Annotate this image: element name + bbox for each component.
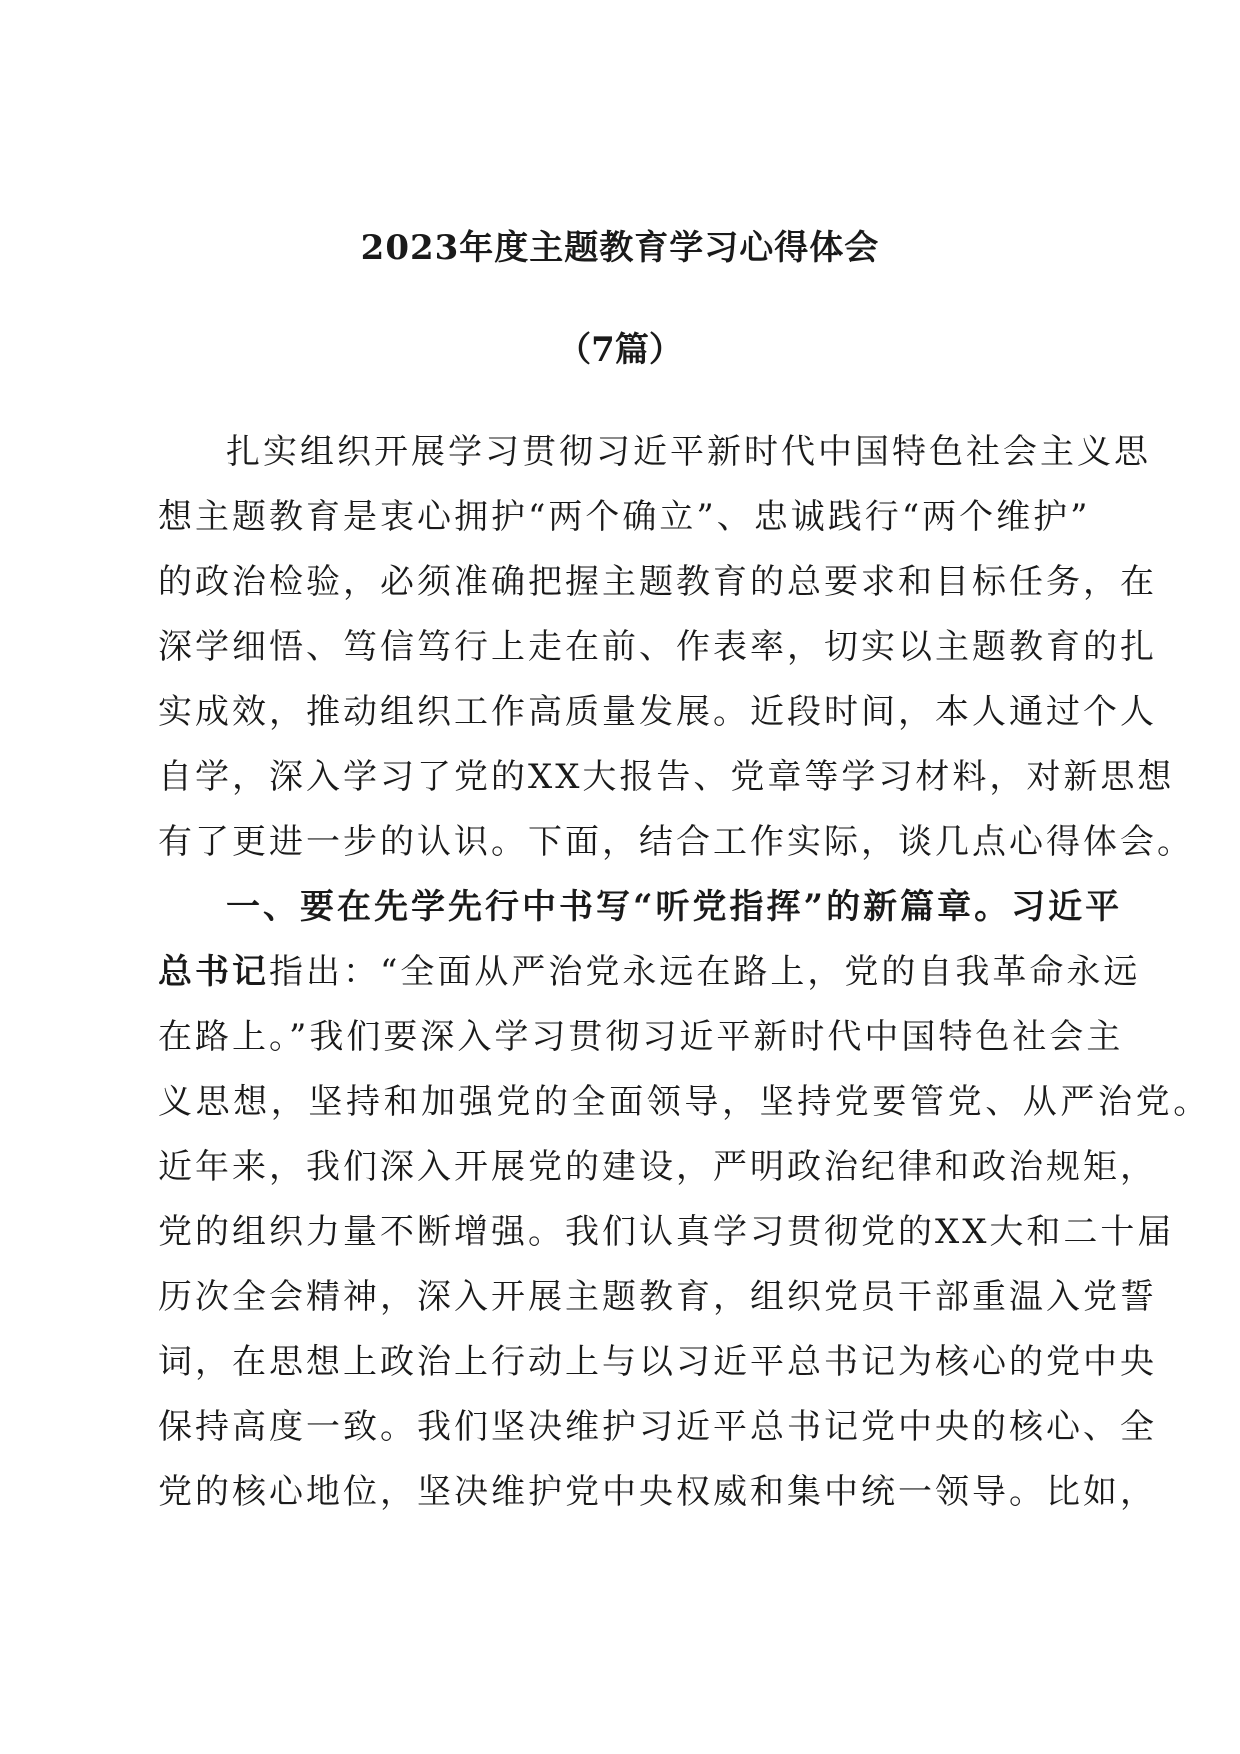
paragraph-line: 词，在思想上政治上行动上与以习近平总书记为核心的党中央 bbox=[158, 1342, 1157, 1382]
section-heading-tail: 总书记 bbox=[158, 952, 269, 992]
paragraph-line: 保持高度一致。我们坚决维护习近平总书记党中央的核心、全 bbox=[158, 1407, 1157, 1447]
section-heading-line: 一、要在先学先行中书写“听党指挥”的新篇章。习近平 bbox=[226, 887, 1123, 927]
paragraph-line: 深学细悟、笃信笃行上走在前、作表率，切实以主题教育的扎 bbox=[158, 627, 1157, 667]
paragraph-line: 扎实组织开展学习贯彻习近平新时代中国特色社会主义思 bbox=[226, 432, 1151, 472]
paragraph-line: 有了更进一步的认识。下面，结合工作实际，谈几点心得体会。 bbox=[158, 822, 1194, 862]
paragraph-line: 党的核心地位，坚决维护党中央权威和集中统一领导。比如， bbox=[158, 1472, 1157, 1512]
paragraph-line: 近年来，我们深入开展党的建设，严明政治纪律和政治规矩， bbox=[158, 1147, 1157, 1187]
paragraph-line: 党的组织力量不断增强。我们认真学习贯彻党的XX大和二十届 bbox=[158, 1212, 1175, 1252]
document-body bbox=[158, 420, 1211, 1525]
document-title: 2023年度主题教育学习心得体会 bbox=[360, 228, 880, 268]
quote-text: 指出：“全面从严治党永远在路上，党的自我革命永远 bbox=[269, 952, 1141, 992]
paragraph-line: 在路上。”我们要深入学习贯彻习近平新时代中国特色社会主 bbox=[158, 1017, 1124, 1057]
document-subtitle: （7篇） bbox=[557, 330, 683, 370]
paragraph-line: 义思想，坚持和加强党的全面领导，坚持党要管党、从严治党。 bbox=[158, 1082, 1211, 1122]
paragraph-line: 的政治检验，必须准确把握主题教育的总要求和目标任务，在 bbox=[158, 562, 1157, 602]
paragraph-line bbox=[158, 940, 1141, 1005]
paragraph-line: 历次全会精神，深入开展主题教育，组织党员干部重温入党誓 bbox=[158, 1277, 1157, 1317]
paragraph-line: 实成效，推动组织工作高质量发展。近段时间，本人通过个人 bbox=[158, 692, 1157, 732]
paragraph-line: 自学，深入学习了党的XX大报告、党章等学习材料，对新思想 bbox=[158, 757, 1175, 797]
paragraph-line: 想主题教育是衷心拥护“两个确立”、忠诚践行“两个维护” bbox=[158, 497, 1091, 537]
